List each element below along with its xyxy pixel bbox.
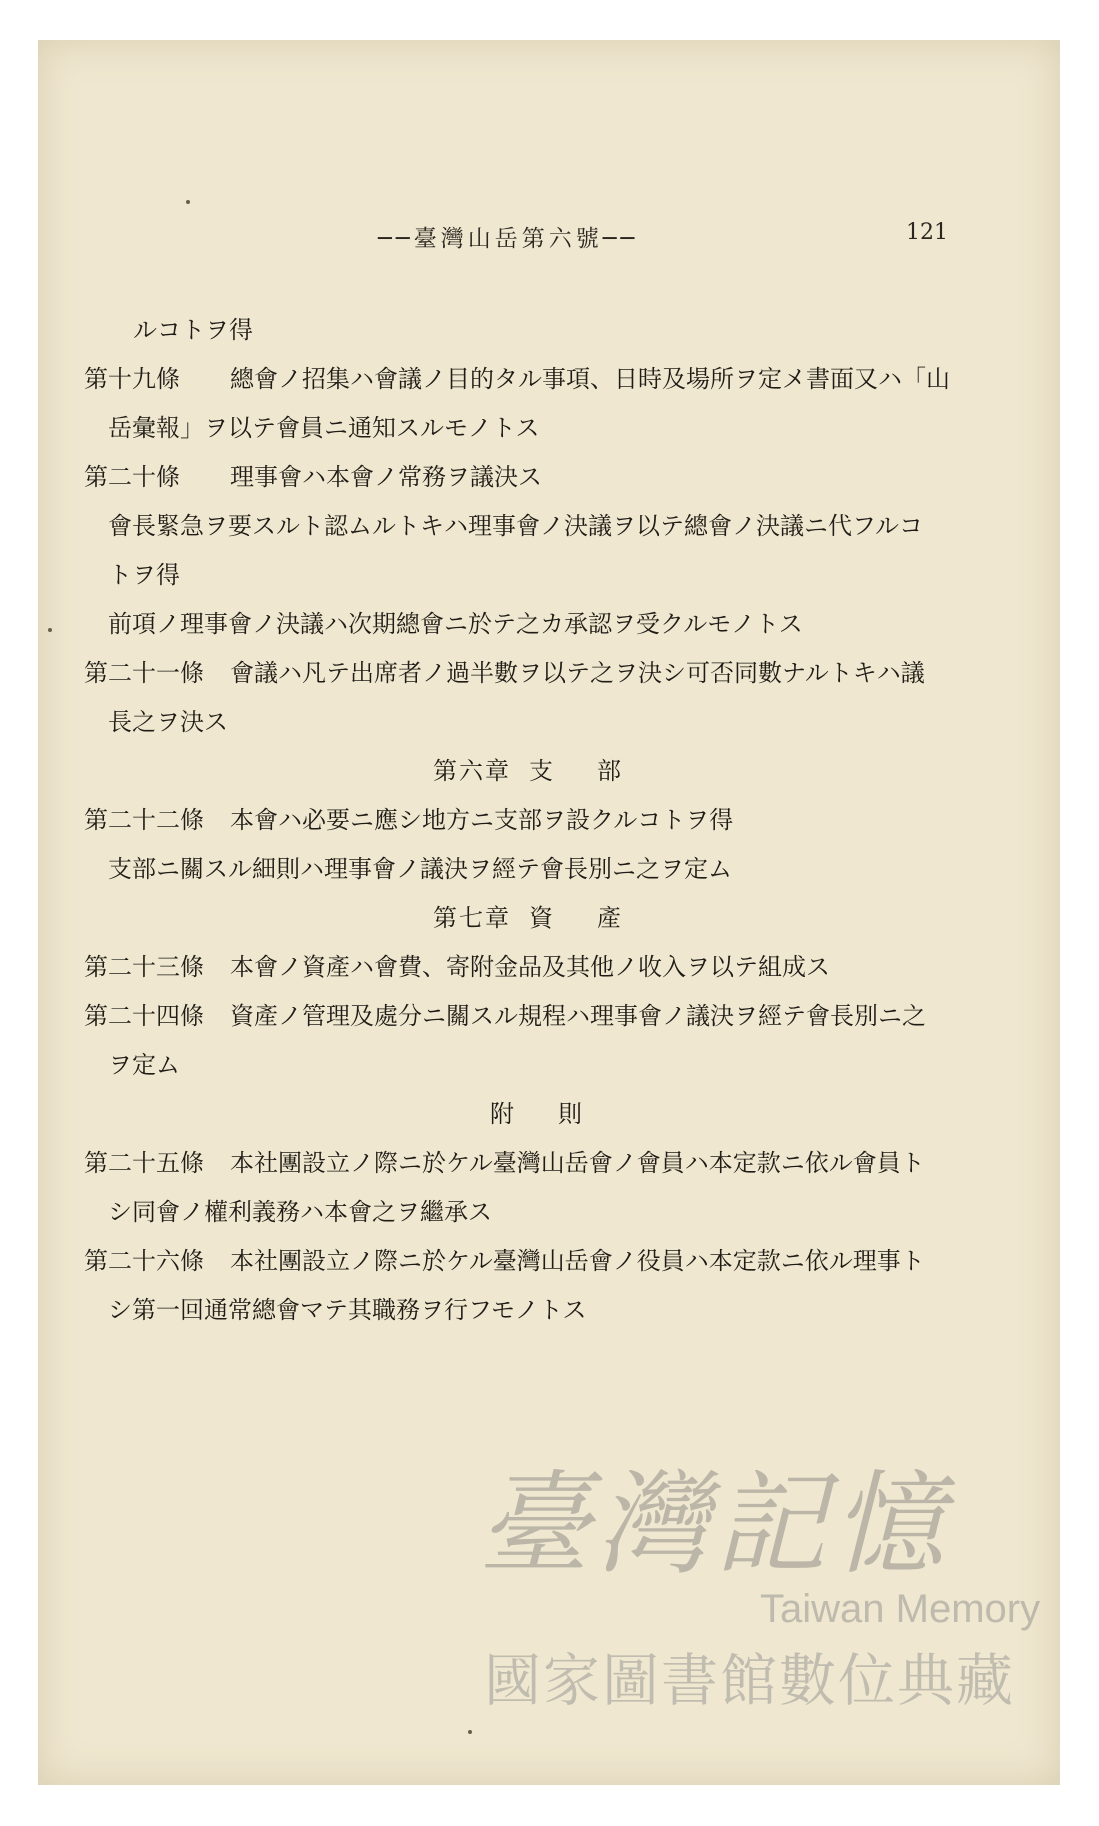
article-line [38,453,1060,502]
article-body: 本會ノ資產ハ會費、寄附金品及其他ノ收入ヲ以テ組成ス [230,953,830,981]
text-line [38,600,1060,649]
chapter-heading [38,747,1060,796]
running-title: ──臺灣山岳第六號── [378,226,639,252]
continuation-line: シ第一回通常總會マテ其職務ヲ行フモノトス [108,1296,587,1324]
ink-speck [186,200,190,204]
text-line [38,404,1060,453]
text-line [38,845,1060,894]
continuation-line: トヲ得 [108,561,180,589]
scanned-page [38,40,1060,1785]
subparagraph-line: 支部ニ關スル細則ハ理事會ノ議決ヲ經テ會長別ニ之ヲ定ム [108,855,732,883]
chapter-heading [38,894,1060,943]
watermark-organization: 國家圖書館數位典藏 [484,1648,1015,1714]
article-line [38,649,1060,698]
article-body: 理事會ハ本會ノ常務ヲ議決ス [230,463,542,491]
text-line [38,698,1060,747]
ink-speck [468,1730,472,1734]
article-number: 第二十四條 [84,1002,204,1030]
article-body: 本社團設立ノ際ニ於ケル臺灣山岳會ノ役員ハ本定款ニ依ル理事ト [230,1247,925,1275]
text-line [38,1041,1060,1090]
article-line [38,355,1060,404]
chapter-title-char: 則 [558,1100,584,1128]
chapter-title-char: 支 [529,757,555,785]
article-text-block [38,306,1060,1335]
article-number: 第十九條 [84,365,180,393]
article-line [38,1237,1060,1286]
watermark-latin: Taiwan Memory [760,1587,1041,1631]
article-body: 本社團設立ノ際ニ於ケル臺灣山岳會ノ會員ハ本定款ニ依ル會員ト [230,1149,925,1177]
carryover-line: ルコトヲ得 [133,316,253,344]
continuation-line: ヲ定ム [108,1051,180,1079]
chapter-number: 第七章 [433,904,511,932]
article-number: 第二十五條 [84,1149,204,1177]
article-line [38,992,1060,1041]
continuation-line: 長之ヲ決ス [108,708,228,736]
watermark [478,1435,1078,1735]
article-number: 第二十條 [84,463,180,491]
text-line [38,1286,1060,1335]
chapter-title-char: 部 [597,757,623,785]
article-line [38,1139,1060,1188]
chapter-heading [38,1090,1060,1139]
article-line [38,796,1060,845]
chapter-title-char: 資 [529,904,555,932]
text-line [38,502,1060,551]
article-number: 第二十三條 [84,953,204,981]
article-number: 第二十六條 [84,1247,204,1275]
subparagraph-line: 前項ノ理事會ノ決議ハ次期總會ニ於テ之カ承認ヲ受クルモノトス [108,610,803,638]
text-line [38,306,1060,355]
text-line [38,551,1060,600]
watermark-script: 臺灣記憶 [478,1460,950,1590]
article-body: 會議ハ凡テ出席者ノ過半數ヲ以テ之ヲ決シ可否同數ナルトキハ議 [230,659,925,687]
article-number: 第二十一條 [84,659,204,687]
article-number: 第二十二條 [84,806,204,834]
continuation-line: 岳彙報」ヲ以テ會員ニ通知スルモノトス [108,414,540,442]
article-body: 總會ノ招集ハ會議ノ目的タル事項、日時及場所ヲ定メ書面又ハ「山 [230,365,950,393]
article-body: 資產ノ管理及處分ニ關スル規程ハ理事會ノ議決ヲ經テ會長別ニ之 [230,1002,926,1030]
text-line [38,1188,1060,1237]
chapter-title-char: 附 [490,1100,516,1128]
continuation-line: シ同會ノ權利義務ハ本會之ヲ繼承ス [108,1198,492,1226]
article-line [38,943,1060,992]
chapter-title-char: 產 [597,904,623,932]
page-header [38,220,1060,260]
subparagraph-line: 會長緊急ヲ要スルト認ムルトキハ理事會ノ決議ヲ以テ總會ノ決議ニ代フルコ [108,512,924,540]
chapter-number: 第六章 [433,757,511,785]
page-number: 121 [906,220,948,245]
article-body: 本會ハ必要ニ應シ地方ニ支部ヲ設クルコトヲ得 [230,806,734,834]
